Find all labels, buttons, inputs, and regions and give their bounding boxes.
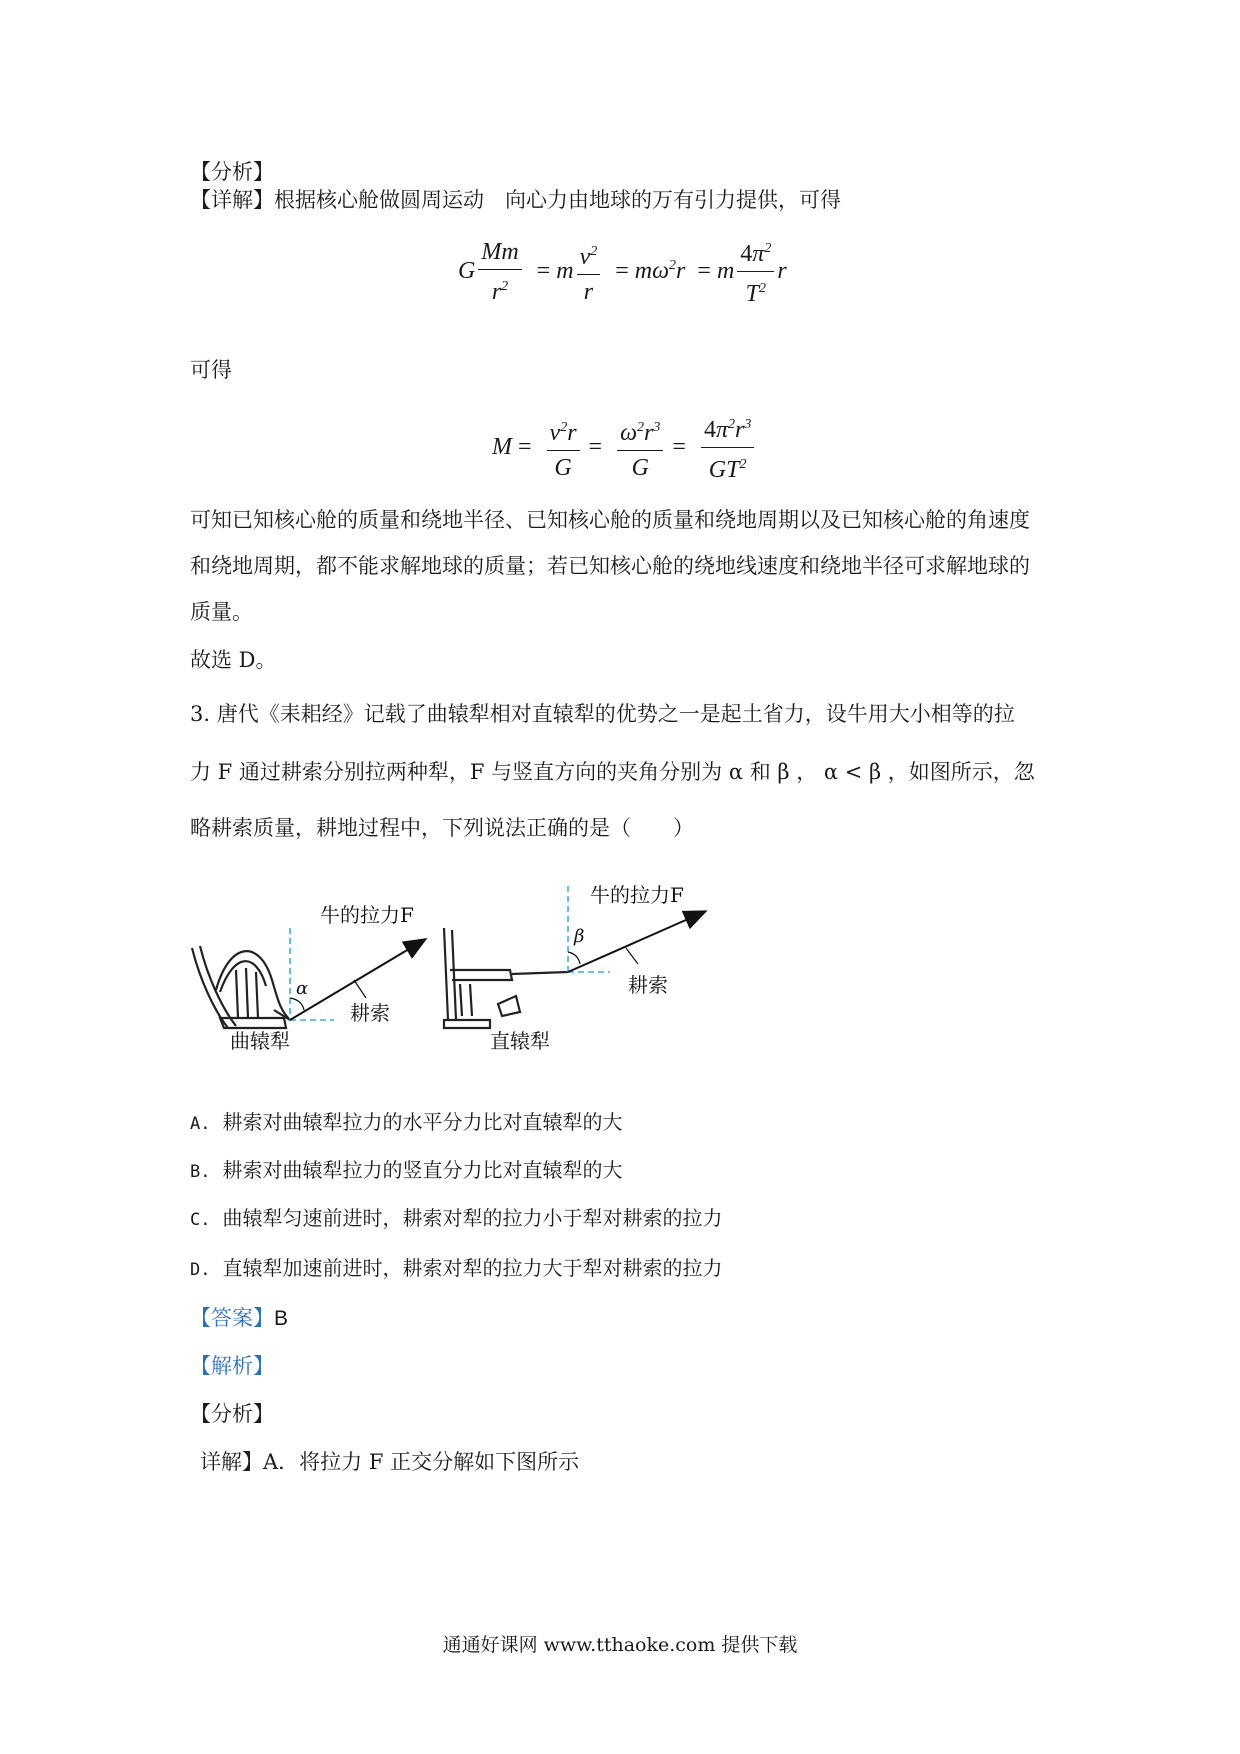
equation-mass: M = $\frac{v^2r}{G}$ = $\frac{\omega^2r^3}{G}$ = $\frac{4\pi^2r^3}{GT^2}$ bbox=[492, 410, 757, 485]
curved-plough-drawing bbox=[192, 946, 290, 1028]
right-angle-label: β bbox=[574, 926, 585, 947]
conclusion-line-3: 质量。 bbox=[190, 600, 253, 624]
question-line-2: 力 F 通过耕索分别拉两种犁，F 与竖直方向的夹角分别为 α 和 β ， α < β ，如图所示，忽 bbox=[190, 760, 1035, 784]
footer-source: 通通好课网 www.tthaoke.com 提供下载 bbox=[442, 1634, 798, 1656]
right-force-arrow bbox=[568, 912, 704, 972]
answer-value: B bbox=[274, 1307, 289, 1330]
option-a: A. 耕索对曲辕犁拉力的水平分力比对直辕犁的大 bbox=[190, 1110, 623, 1134]
left-caption: 曲辕犁 bbox=[230, 1029, 290, 1053]
question-line-1: 3. 唐代《耒耜经》记载了曲辕犁相对直辕犁的优势之一是起土省力，设牛用大小相等的拉 bbox=[190, 702, 1015, 726]
left-force-label: 牛的拉力F bbox=[320, 903, 414, 927]
conclusion-line-2: 和绕地周期，都不能求解地球的质量；若已知核心舱的绕地线速度和绕地半径可求解地球的 bbox=[190, 554, 1030, 578]
jiexi-label: 【解析】 bbox=[190, 1354, 274, 1378]
right-force-label: 牛的拉力F bbox=[590, 883, 684, 907]
left-angle-label: α bbox=[296, 978, 309, 999]
straight-plough-drawing bbox=[444, 928, 568, 1028]
conclusion-line-1: 可知已知核心舱的质量和绕地半径、已知核心舱的质量和绕地周期以及已知核心舱的角速度 bbox=[190, 508, 1030, 532]
answer-line bbox=[190, 1304, 288, 1333]
keyi-de: 可得 bbox=[190, 358, 232, 382]
option-c: C. 曲辕犁匀速前进时，耕索对犁的拉力小于犁对耕索的拉力 bbox=[190, 1206, 723, 1230]
option-b: B. 耕索对曲辕犁拉力的竖直分力比对直辕犁的大 bbox=[190, 1158, 623, 1182]
plough-figure bbox=[180, 860, 740, 1053]
analysis-heading-2: 【分析】 bbox=[190, 1402, 274, 1426]
right-caption: 直辕犁 bbox=[490, 1029, 550, 1053]
answer-label: 【答案】 bbox=[190, 1306, 274, 1330]
option-d: D. 直辕犁加速前进时，耕索对犁的拉力大于犁对耕索的拉力 bbox=[190, 1256, 723, 1280]
question-line-3: 略耕索质量，耕地过程中，下列说法正确的是（ ） bbox=[190, 816, 694, 840]
detail-text-2: 详解】A．将拉力 F 正交分解如下图所示 bbox=[200, 1450, 580, 1474]
analysis-heading: 【分析】 bbox=[190, 160, 274, 184]
right-rope-label: 耕索 bbox=[628, 973, 668, 997]
choice-d-line: 故选 D。 bbox=[190, 648, 277, 672]
equation-gravity: G $\frac{Mm}{r^2}$ = m $\frac{v^2}{r}$ = $m\omega^2r = m$ $\frac{4\pi^2}{T^2}$ r bbox=[458, 234, 787, 309]
detail-text: 【详解】根据核心舱做圆周运动 向心力由地球的万有引力提供，可得 bbox=[190, 188, 841, 212]
left-rope-label: 耕索 bbox=[350, 1001, 390, 1025]
